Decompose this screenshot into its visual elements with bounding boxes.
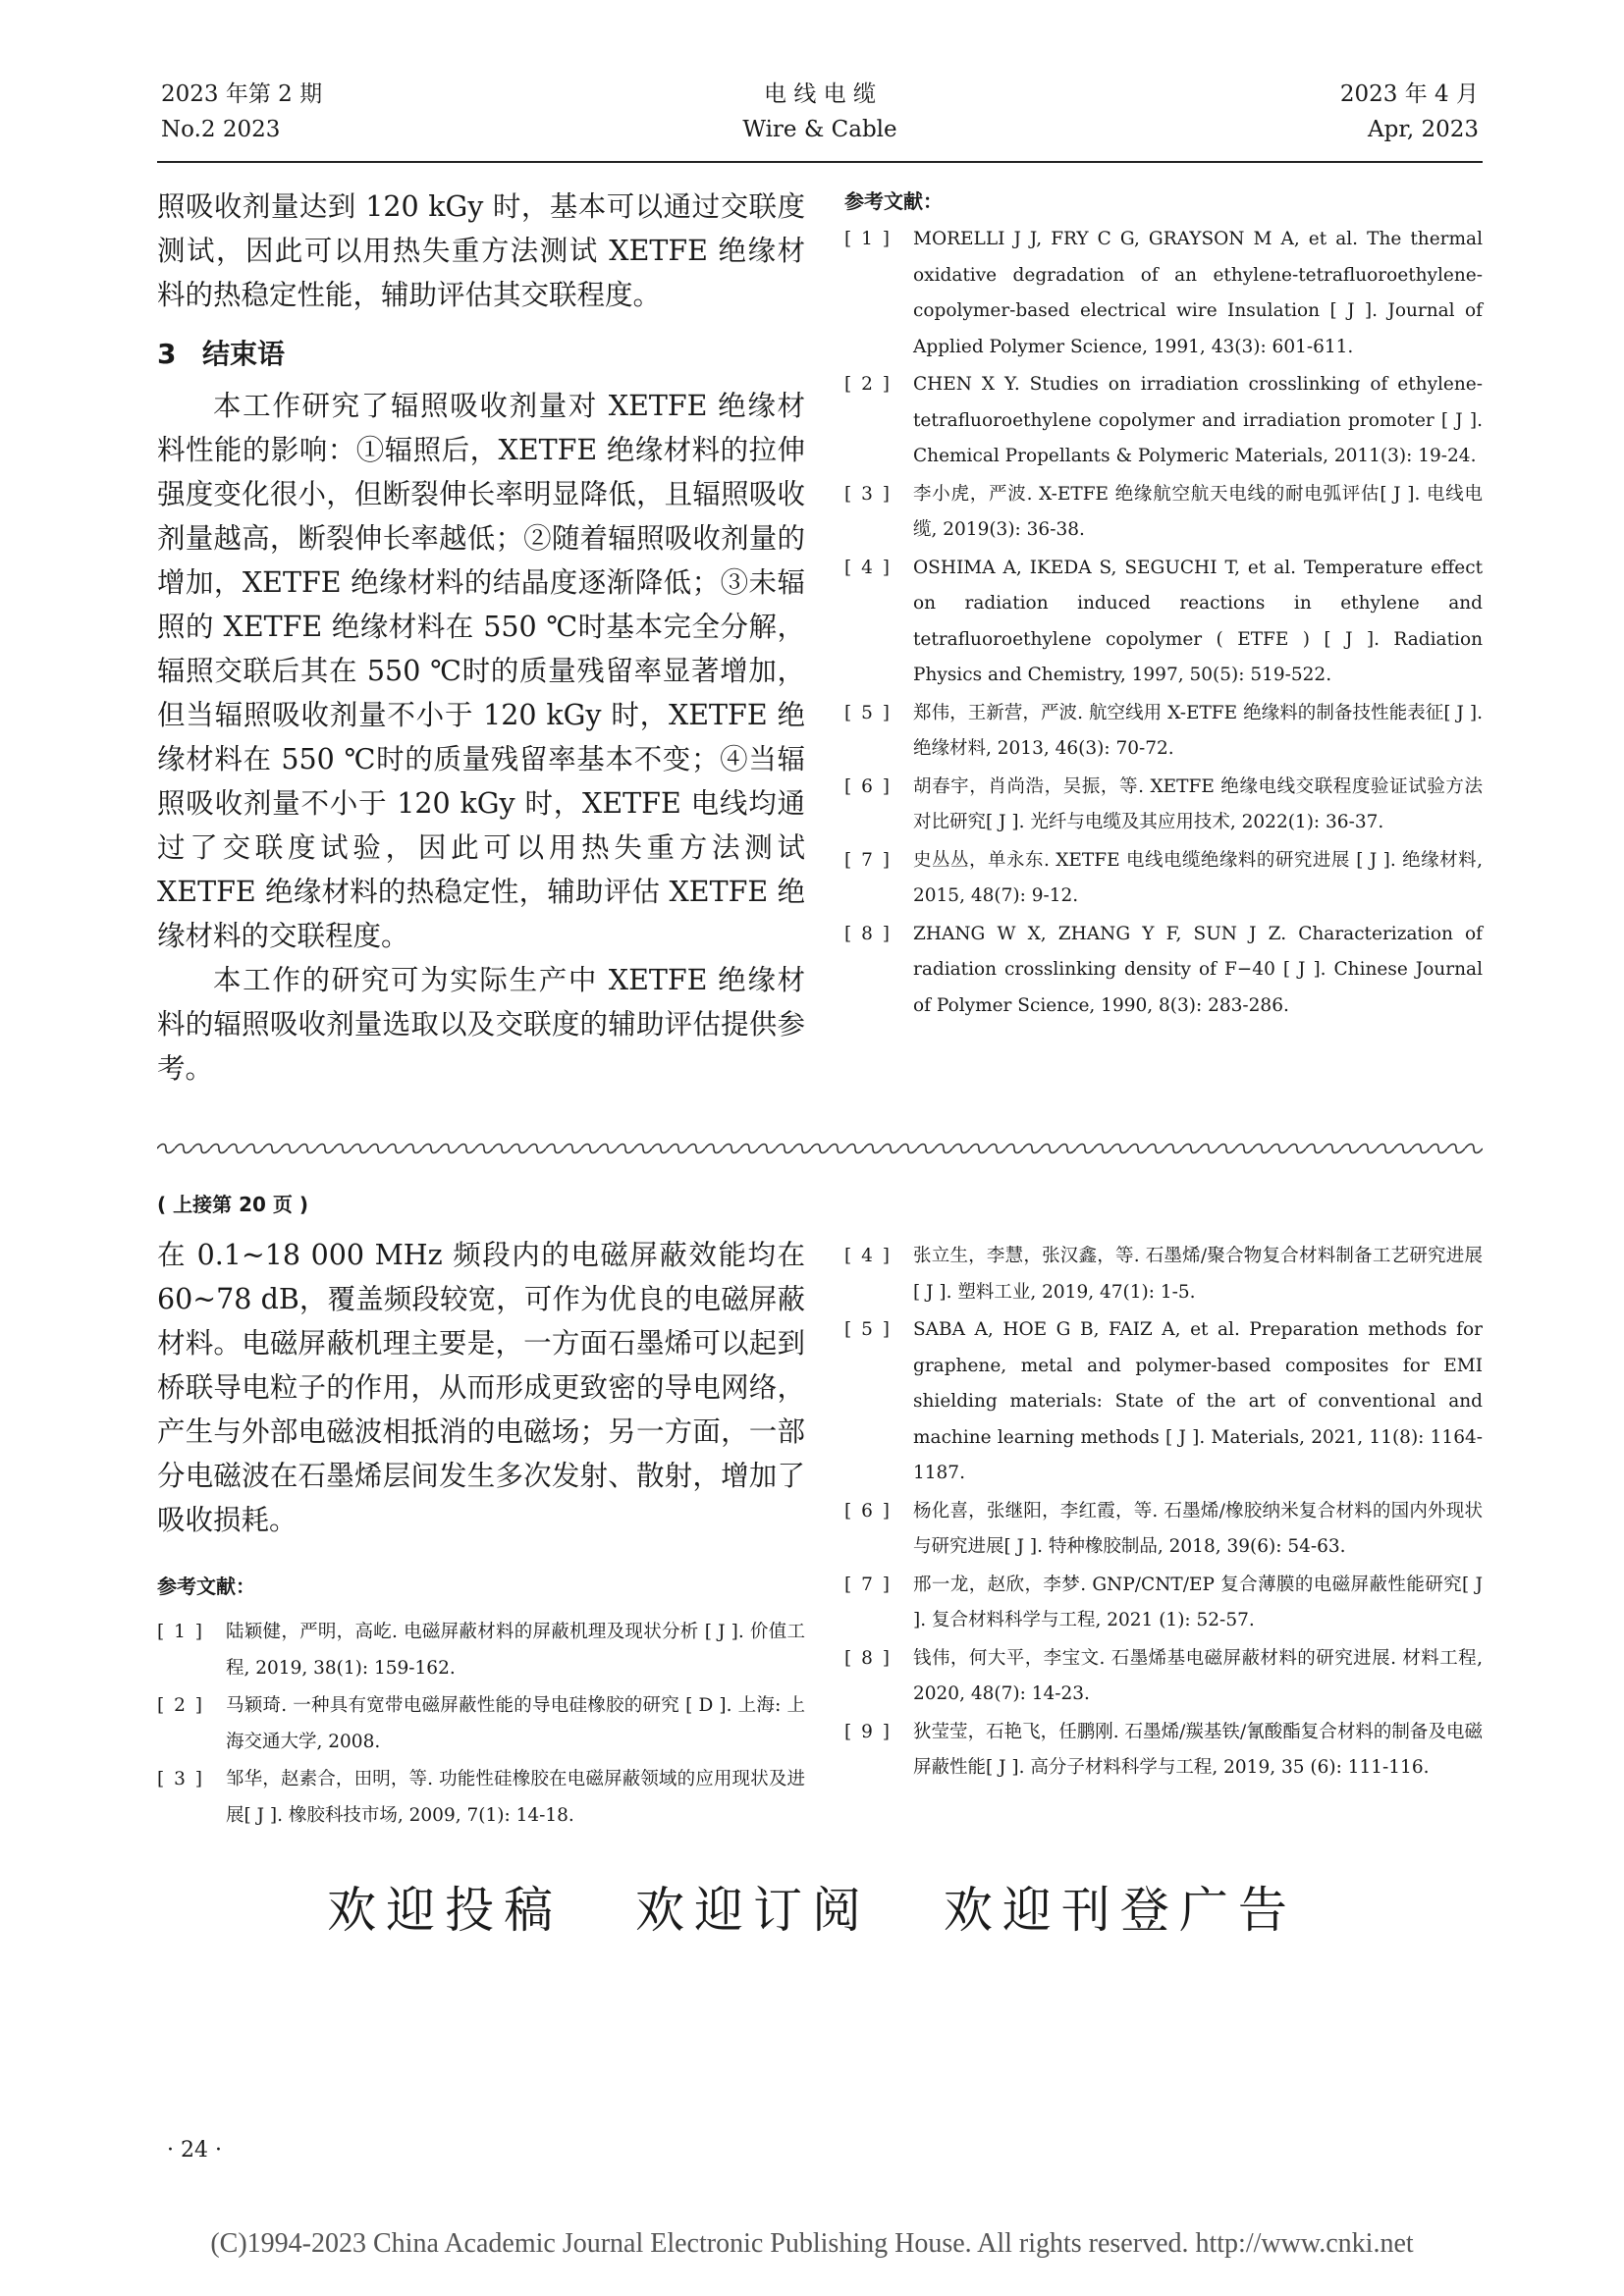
section-number: 3	[157, 338, 177, 370]
continued-from-label: ( 上接第 20 页 )	[157, 1193, 308, 1216]
header-date	[1340, 77, 1479, 147]
header-date-en: Apr, 2023	[1368, 117, 1479, 142]
reference-number: [ 5 ]	[844, 1319, 892, 1340]
header-issue-en: No.2 2023	[161, 117, 281, 142]
reference-number: [ 2 ]	[844, 374, 892, 395]
reference-item	[844, 477, 1483, 549]
reference-number: [ 4 ]	[844, 557, 892, 578]
reference-number: [ 8 ]	[844, 1647, 892, 1669]
reference-text: 胡春宇，肖尚浩，吴振，等. XETFE 绝缘电线交联程度验证试验方法对比研究[ J ]. 光纤与电缆及其应用技术, 2022(1): 36-37.	[913, 775, 1483, 832]
reference-text: 张立生，李慧，张汉鑫，等. 石墨烯/聚合物复合材料制备工艺研究进展[ J ]. 塑料工业, 2019, 47(1): 1-5.	[913, 1246, 1483, 1303]
reference-number: [ 6 ]	[844, 775, 892, 797]
reference-text: 邹华，赵素合，田明，等. 功能性硅橡胶在电磁屏蔽领域的应用现状及进展[ J ]. 橡胶科技市场, 2009, 7(1): 14-18.	[226, 1769, 805, 1826]
reference-text: OSHIMA A, IKEDA S, SEGUCHI T, et al. Temperature effect on radiation induced reactions in ethylene and tetrafluoroethylene copolymer ( ETFE ) [ J ]. Radiation Physics and Chemistry, 1997, 50(5): 519-522.	[913, 557, 1483, 685]
reference-item	[844, 551, 1483, 694]
reference-number: [ 6 ]	[844, 1500, 892, 1522]
bottom-right-references	[844, 1239, 1483, 1789]
header-journal	[157, 77, 1483, 147]
reference-item	[844, 1568, 1483, 1639]
reference-number: [ 1 ]	[844, 229, 892, 249]
reference-number: [ 3 ]	[844, 483, 892, 505]
reference-item	[844, 367, 1483, 475]
header-journal-cn: 电 线 电 缆	[764, 81, 876, 107]
header-issue-cn: 2023 年第 2 期	[161, 81, 323, 107]
reference-text: ZHANG W X, ZHANG Y F, SUN J Z. Characterization of radiation crosslinking density of F−40 [ J ]. Chinese Journal of Polymer Science, 1990, 8(3): 283-286.	[913, 923, 1483, 1016]
welcome-banner	[0, 1871, 1624, 1942]
reference-item	[844, 1239, 1483, 1310]
copyright-footer: (C)1994-2023 China Academic Journal Electronic Publishing House. All rights reserved. http://www.cnki.net	[210, 2228, 1414, 2259]
reference-text: 史丛丛，单永东. XETFE 电线电缆绝缘料的研究进展 [ J ]. 绝缘材料, 2015, 48(7): 9-12.	[913, 849, 1483, 906]
reference-item	[844, 1494, 1483, 1566]
reference-text: 杨化喜，张继阳，李红霞，等. 石墨烯/橡胶纳米复合材料的国内外现状与研究进展[ J ]. 特种橡胶制品, 2018, 39(6): 54-63.	[913, 1500, 1483, 1557]
continued-paragraph: 在 0.1~18 000 MHz 频段内的电磁屏蔽效能均在 60~78 dB，覆盖频段较宽，可作为优良的电磁屏蔽材料。电磁屏蔽机理主要是，一方面石墨烯可以起到桥联导电粒子的作用，从而形成更致密的导电网络，产生与外部电磁波相抵消的电磁场；另一方面，一部分电磁波在石墨烯层间发生多次发射、散射，增加了吸收损耗。	[157, 1239, 805, 1536]
paragraph-continued: 照吸收剂量达到 120 kGy 时，基本可以通过交联度测试，因此可以用热失重方法测试 XETFE 绝缘材料的热稳定性能，辅助评估其交联程度。	[157, 190, 805, 311]
running-header	[157, 77, 1483, 163]
reference-list-2	[157, 1615, 805, 1834]
ornamental-divider	[157, 1142, 1483, 1155]
header-date-cn: 2023 年 4 月	[1339, 81, 1479, 107]
reference-number: [ 4 ]	[844, 1246, 892, 1266]
reference-item	[157, 1615, 805, 1686]
reference-item	[844, 696, 1483, 768]
reference-item	[844, 1312, 1483, 1492]
reference-item	[157, 1762, 805, 1834]
reference-text: SABA A, HOE G B, FAIZ A, et al. Preparation methods for graphene, metal and polymer-based composites for EMI shielding materials: State of the art of conventional and machine learning methods [ J ]. Materials, 2021, 11(8): 1164-1187.	[913, 1319, 1483, 1483]
reference-item	[844, 1715, 1483, 1787]
header-journal-en: Wire & Cable	[742, 117, 897, 142]
banner-subscribe: 欢迎订阅	[635, 1882, 871, 1939]
reference-item	[844, 917, 1483, 1025]
reference-item	[844, 770, 1483, 841]
reference-number: [ 2 ]	[157, 1695, 204, 1716]
conclusion-paragraph: 本工作研究了辐照吸收剂量对 XETFE 绝缘材料性能的影响：①辐照后，XETFE 绝缘材料的拉伸强度变化很小，但断裂伸长率明显降低，且辐照吸收剂量越高，断裂伸长率越低；②随着辐照吸收剂量的增加，XETFE 绝缘材料的结晶度逐渐降低；③未辐照的 XETFE 绝缘材料在 550 ℃时基本完全分解，辐照交联后其在 550 ℃时的质量残留率显著增加，但当辐照吸收剂量不小于 120 kGy 时，XETFE 绝缘材料在 550 ℃时的质量残留率基本不变；④当辐照吸收剂量不小于 120 kGy 时，XETFE 电线均通过了交联度试验，因此可以用热失重方法测试 XETFE 绝缘材料的热稳定性，辅助评估 XETFE 绝缘材料的交联程度。	[157, 390, 805, 952]
reference-text: 马颖琦. 一种具有宽带电磁屏蔽性能的导电硅橡胶的研究 [ D ]. 上海: 上海交通大学, 2008.	[226, 1695, 805, 1752]
reference-item	[844, 843, 1483, 915]
reference-text: 陆颖健，严明，高屹. 电磁屏蔽材料的屏蔽机理及现状分析 [ J ]. 价值工程, 2019, 38(1): 159-162.	[226, 1622, 805, 1679]
reference-text: 李小虎，严波. X-ETFE 绝缘航空航天电线的耐电弧评估[ J ]. 电线电缆, 2019(3): 36-38.	[913, 483, 1483, 540]
reference-text: 邢一龙，赵欣，李梦. GNP/CNT/EP 复合薄膜的电磁屏蔽性能研究[ J ]. 复合材料科学与工程, 2021 (1): 52-57.	[913, 1574, 1483, 1630]
banner-submit: 欢迎投稿	[327, 1882, 564, 1939]
reference-list	[844, 222, 1483, 1024]
reference-number: [ 8 ]	[844, 923, 892, 944]
references-title-2: 参考文献：	[157, 1575, 255, 1598]
reference-text: 钱伟，何大平，李宝文. 石墨烯基电磁屏蔽材料的研究进展. 材料工程, 2020, 48(7): 14-23.	[913, 1647, 1483, 1704]
reference-number: [ 3 ]	[157, 1769, 204, 1789]
bottom-left-column	[157, 1233, 805, 1836]
section-heading	[157, 335, 805, 374]
banner-advertise: 欢迎刊登广告	[943, 1882, 1297, 1939]
conclusion-paragraph-2: 本工作的研究可为实际生产中 XETFE 绝缘材料的辐照吸收剂量选取以及交联度的辅助评估提供参考。	[157, 964, 805, 1085]
reference-text: MORELLI J J, FRY C G, GRAYSON M A, et al. The thermal oxidative degradation of an ethylene-tetrafluoroethylene-copolymer-based electrical wire Insulation [ J ]. Journal of Applied Polymer Science, 1991, 43(3): 601-611.	[913, 229, 1483, 357]
reference-text: CHEN X Y. Studies on irradiation crosslinking of ethylene-tetrafluoroethylene copolymer and irradiation promoter [ J ]. Chemical Propellants & Polymeric Materials, 2011(3): 19-24.	[913, 374, 1483, 466]
page-number: · 24 ·	[167, 2138, 222, 2163]
reference-number: [ 5 ]	[844, 702, 892, 723]
section-title: 结束语	[202, 338, 286, 370]
reference-item	[157, 1688, 805, 1760]
reference-text: 狄莹莹，石艳飞，任鹏刚. 石墨烯/羰基铁/氰酸酯复合材料的制备及电磁屏蔽性能[ J ]. 高分子材料科学与工程, 2019, 35 (6): 111-116.	[913, 1721, 1483, 1778]
top-left-column	[157, 185, 805, 1091]
reference-number: [ 7 ]	[844, 1574, 892, 1595]
reference-number: [ 7 ]	[844, 849, 892, 871]
reference-item	[844, 222, 1483, 365]
reference-item	[844, 1641, 1483, 1713]
reference-number: [ 1 ]	[157, 1622, 204, 1642]
references-title: 参考文献：	[844, 189, 943, 213]
reference-text: 郑伟，王新营，严波. 航空线用 X-ETFE 绝缘料的制备技性能表征[ J ]. 绝缘材料, 2013, 46(3): 70-72.	[913, 702, 1483, 759]
reference-number: [ 9 ]	[844, 1721, 892, 1742]
top-right-references	[844, 187, 1483, 1026]
